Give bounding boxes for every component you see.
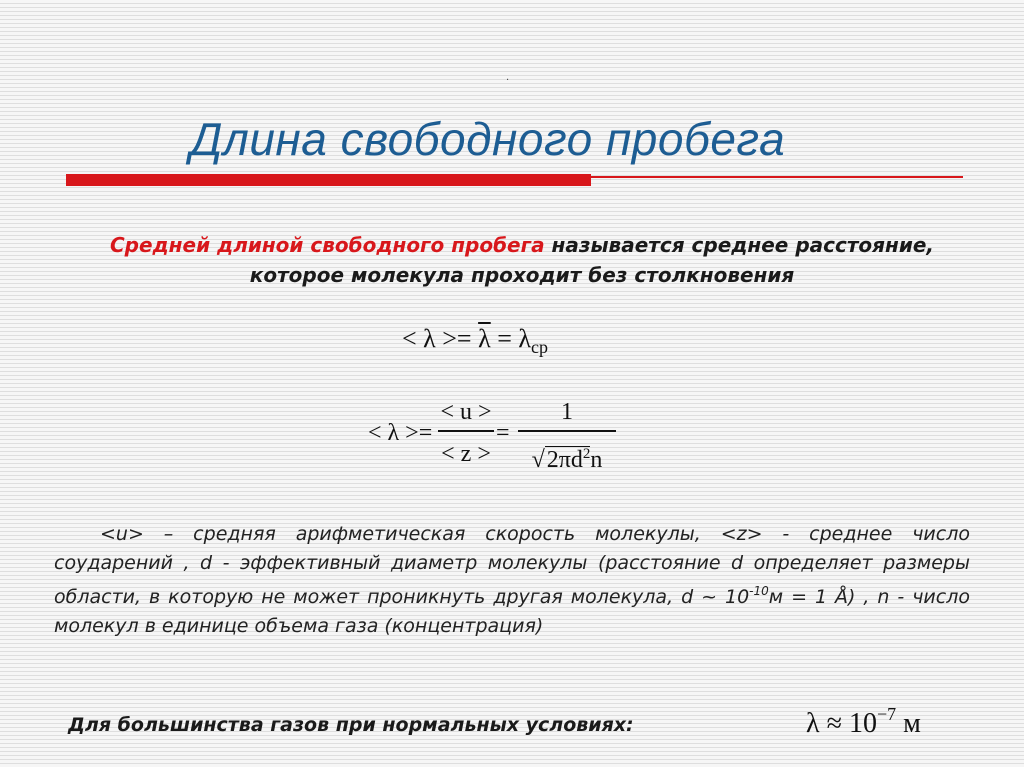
formula2-eq: = [496, 420, 510, 446]
formula-typical-value [806, 704, 921, 740]
formula2-sqrt-term [545, 446, 591, 473]
formula3-base: λ ≈ 10 [806, 708, 877, 739]
formula1-subscript: ср [531, 337, 548, 357]
fraction-line [518, 430, 616, 432]
formula1-lhs: < λ >= [402, 324, 472, 353]
formula1-bar-lambda: $\overline{\lambda}$ [478, 324, 491, 353]
slide-dot: . [506, 72, 510, 83]
formula2-lhs: < λ >= [368, 420, 433, 446]
title-underline-thin [591, 176, 963, 178]
explanation-part1: <u> – средняя арифметическая скорость молекулы, <z> - среднее число соударений , d - эффективный диаметр молекулы (расстояние d определяет размеры области, в которую не может проникнуть другая молекула, d ~ 10 [54, 523, 970, 608]
formula2-exponent: 2 [582, 446, 591, 462]
formula2-fraction-velocity [438, 396, 494, 470]
formula-mean-free-path [368, 396, 648, 476]
bottom-statement: Для большинства газов при нормальных условиях: [68, 714, 634, 736]
formula2-sqrt-text: 2πd [546, 447, 583, 473]
definition-term: Средней длиной свободного пробега [109, 233, 545, 257]
explanation-part2: м = 1 Å) , n - число молекул в единице объема газа (концентрация) [54, 586, 970, 637]
slide-title: Длина свободного пробега [190, 113, 786, 165]
title-underline-thick [66, 174, 591, 186]
formula3-exponent: −7 [876, 704, 897, 724]
formula2-numerator-u: < u > [440, 399, 492, 425]
formula2-n: n [590, 447, 603, 473]
formula1-lambda: λ [518, 324, 531, 353]
fraction-line [438, 430, 494, 432]
formula2-denominator: $√2\pi d^2n$ [531, 446, 603, 473]
formula2-denominator-z: < z > [441, 441, 491, 467]
formula3-unit: м [896, 708, 921, 739]
explanation-exponent: -10 [749, 584, 769, 598]
definition-text [70, 230, 974, 290]
formula2-fraction-diameter [518, 396, 616, 473]
definition-rest: называется среднее расстояние, которое молекула проходит без столкновения [249, 233, 935, 287]
formula1-eq: = [497, 324, 512, 353]
formula2-numerator-one: 1 [561, 399, 573, 425]
formula-mean-free-path-notation [402, 324, 548, 358]
explanation-text [54, 520, 970, 640]
